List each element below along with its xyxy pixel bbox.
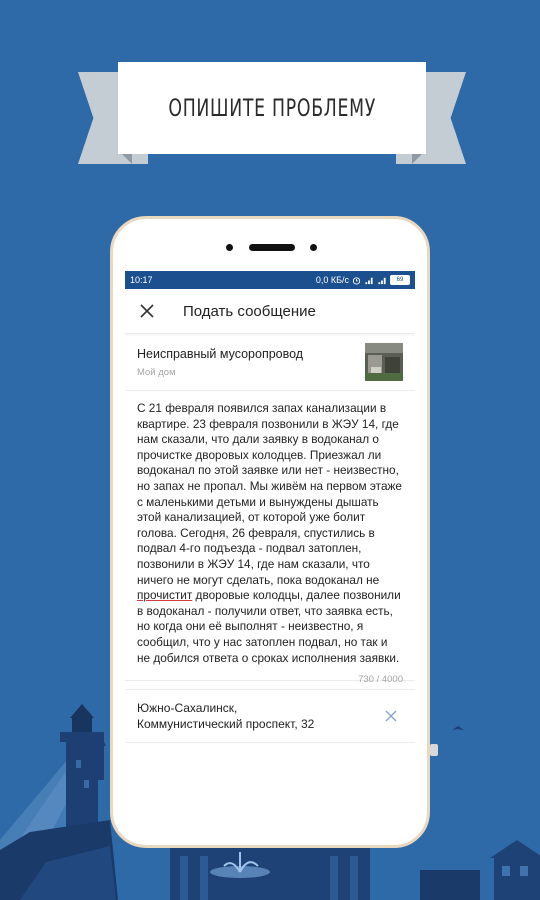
address-line-1: Южно-Сахалинск, (137, 701, 238, 715)
network-speed: 0,0 КБ/с (315, 275, 349, 285)
front-camera-dot (226, 244, 233, 251)
message-text-part-2: дворовые колодцы, далее позвонили в водоканал - получили ответ, что заявка есть, но когда они её выполнят - неизвестно, я сообщил, что у нас затоплен подвал, но так и не добился ответа о сроках исполнения заявки. (137, 588, 401, 665)
message-text (137, 401, 402, 665)
alarm-icon (352, 276, 361, 285)
banner-ribbon (118, 62, 426, 154)
app-bar (125, 289, 415, 334)
message-textarea[interactable] (125, 391, 415, 686)
close-icon (139, 303, 155, 319)
earpiece-speaker (249, 244, 295, 251)
battery-icon: 69 (390, 275, 410, 285)
status-indicators (316, 275, 410, 285)
photo-thumbnail-icon (365, 343, 403, 381)
misspelled-word: прочистит (137, 588, 193, 603)
status-time: 10:17 (130, 275, 153, 285)
category-thumbnail[interactable] (365, 343, 403, 381)
category-text (137, 347, 365, 378)
app-screen (125, 271, 415, 789)
banner-title: ОПИШИТЕ ПРОБЛЕМУ (168, 94, 376, 122)
address-text (137, 700, 314, 732)
close-button[interactable] (125, 289, 169, 333)
signal-icon-2 (377, 276, 387, 285)
phone-side-button (430, 744, 438, 756)
character-counter: 730 / 4000 (358, 674, 403, 686)
clear-address-button[interactable] (379, 704, 403, 728)
status-bar (125, 271, 415, 289)
address-line-2: Коммунистический проспект, 32 (137, 717, 315, 731)
address-field[interactable] (125, 689, 415, 743)
page-title: Подать сообщение (183, 302, 316, 320)
category-subtitle: Мой дом (137, 366, 176, 378)
category-selector[interactable] (125, 334, 415, 391)
sensor-dot (310, 244, 317, 251)
signal-icon (364, 276, 374, 285)
message-text-part-1: С 21 февраля появился запах канализации в квартире. 23 февраля позвонили в ЖЭУ 14, где нам сказали, что дали заявку в водоканал о прочистке дворовых колодцев. Приезжал ли водоканал по этой заявке или нет - неизвестно, но запах не пропал. Мы живём на первом этаже с маленькими детьми и вынуждены дышать этой канализацией, от которой уже болит голова. Сегодня, 26 февраля, спустились в подвал 4-го подъезда - подвал затоплен, позвонили в ЖЭУ 14, где нам сказали, что ничего не могут сделать, пока водоканал не (137, 401, 402, 587)
clear-icon (385, 710, 397, 722)
category-title: Неисправный мусоропровод (137, 346, 304, 361)
